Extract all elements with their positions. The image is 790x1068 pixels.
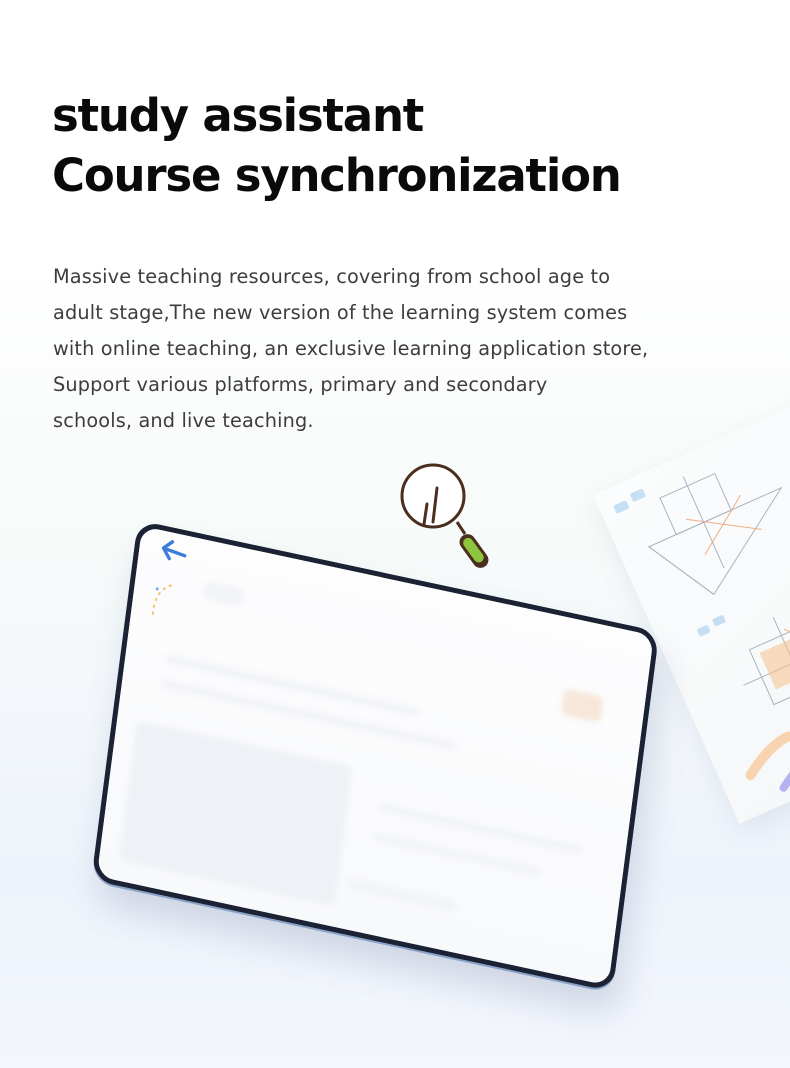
page-title [52,86,621,206]
title-line-2: Course synchronization [52,149,621,202]
progress-ring-icon [144,573,189,627]
description-text [53,259,753,439]
description-line-5: schools, and live teaching. [53,409,314,432]
arrow-left-icon[interactable] [156,536,193,569]
description-line-2: adult stage,The new version of the learning system comes [53,301,628,324]
description-line-1: Massive teaching resources, covering from school age to [53,265,611,288]
blurred-avatar [561,688,604,722]
blurred-button [347,879,456,912]
tablet-device [91,520,659,992]
title-line-1: study assistant [52,89,424,142]
tablet-screen [97,526,654,986]
magnifier-icon [396,462,496,574]
description-line-4: Support various platforms, primary and secondary [53,373,548,396]
blurred-content-card [119,720,353,906]
description-line-3: with online teaching, an exclusive learning application store, [53,337,649,360]
blurred-widget [203,581,245,607]
